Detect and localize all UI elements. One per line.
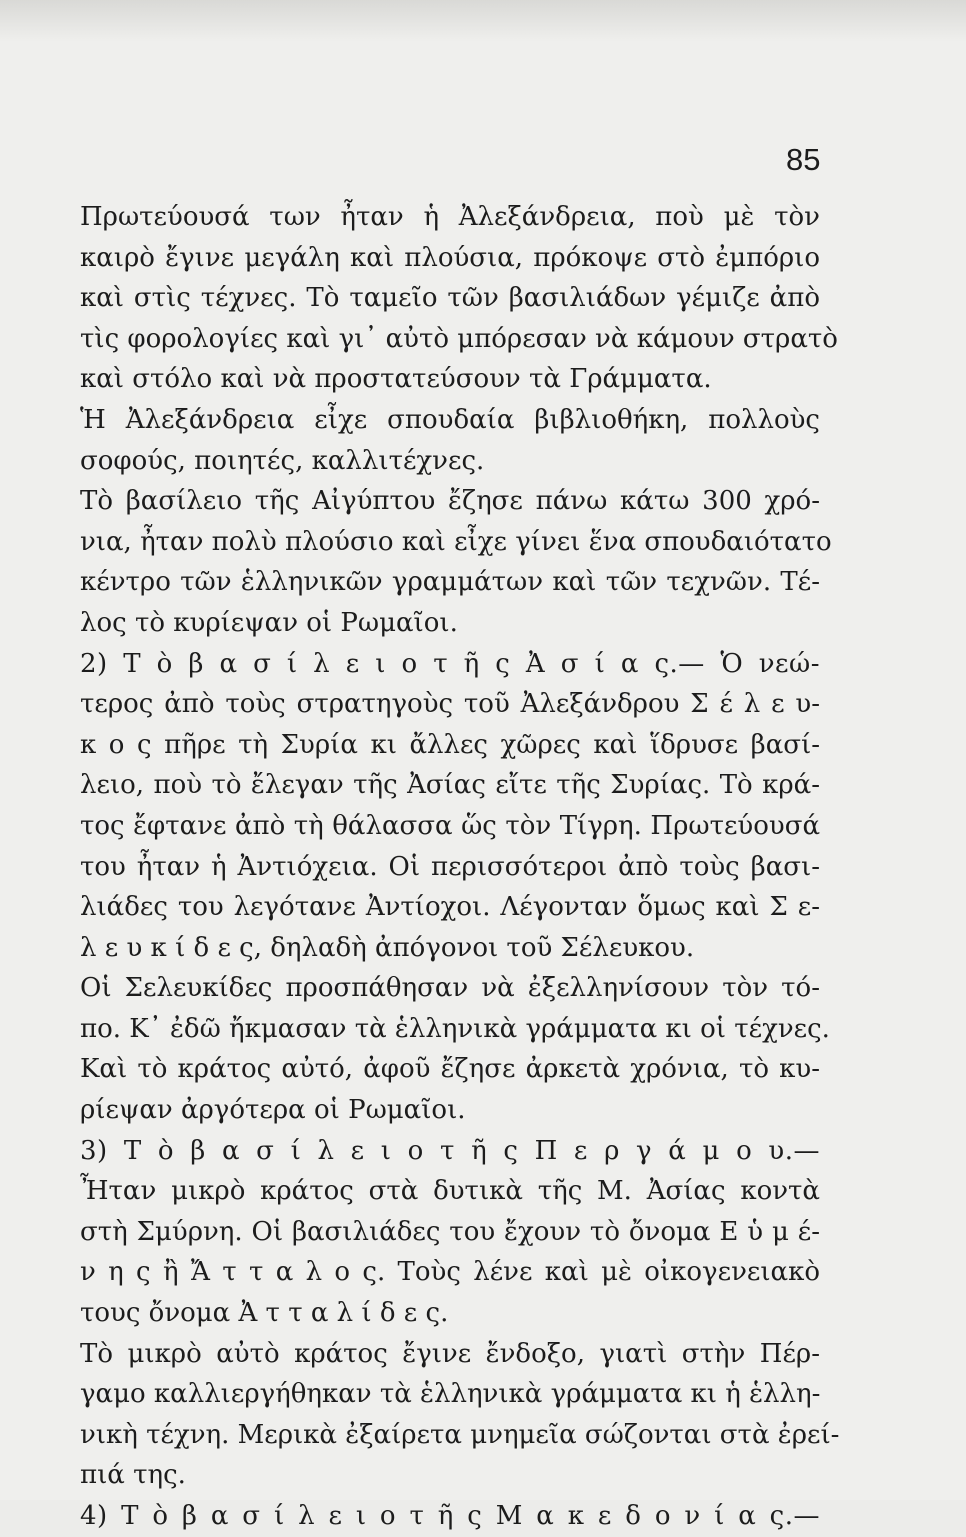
text-line: τερος ἀπὸ τοὺς στρατηγοὺς τοῦ Ἀλεξάνδρου Σ έ λ ε υ-: [80, 689, 820, 720]
text-line: τους ὄνομα Ἀ τ τ α λ ί δ ε ς.: [80, 1298, 449, 1329]
page-top-edge: [0, 0, 966, 42]
section-heading-line: 4) Τ ὸ β α σ ί λ ε ι ο τ ῆ ς Μ α κ ε δ ο ν ί α ς.—: [80, 1501, 820, 1531]
text-line: ν η ς ἢ Ἄ τ τ α λ ο ς. Τοὺς λένε καὶ μὲ οἰκογενειακὸ: [80, 1257, 820, 1288]
text-line: στὴ Σμύρνη. Οἱ βασιλιάδες του ἔχουν τὸ ὄνομα Ε ὑ μ έ-: [80, 1216, 820, 1247]
text-line: τὶς φορολογίες καὶ γι᾽ αὐτὸ μπόρεσαν νὰ κάμουν στρατὸ: [80, 323, 838, 354]
text-line: τος ἔφτανε ἀπὸ τὴ θάλασσα ὥς τὸν Τίγρη. Πρωτεύουσά: [80, 810, 820, 841]
text-line: πο. Κ᾽ ἐδῶ ἤκμασαν τὰ ἑλληνικὰ γράμματα κι οἱ τέχνες.: [80, 1013, 830, 1044]
text-line: Ἡ Ἀλεξάνδρεια εἶχε σπουδαία βιβλιοθήκη, πολλοὺς: [80, 404, 820, 435]
section-heading-line: 2) Τ ὸ β α σ ί λ ε ι ο τ ῆ ς Ἀ σ ί α ς.— Ὁ νεώ-: [80, 648, 820, 679]
text-line: κ ο ς πῆρε τὴ Συρία κι ἄλλες χῶρες καὶ ἵδρυσε βασί-: [80, 729, 820, 760]
text-line: του ἦταν ἡ Ἀντιόχεια. Οἱ περισσότεροι ἀπὸ τοὺς βασι-: [80, 851, 820, 882]
text-line: Τὸ βασίλειο τῆς Αἰγύπτου ἔζησε πάνω κάτω 300 χρό-: [80, 486, 820, 517]
text-line: Πρωτεύουσά των ἦταν ἡ Ἀλεξάνδρεια, ποὺ μὲ τὸν: [80, 202, 820, 232]
text-line: Ἦταν μικρὸ κράτος στὰ δυτικὰ τῆς Μ. Ἀσίας κοντὰ: [80, 1176, 820, 1207]
text-line: σοφούς, ποιητές, καλλιτέχνες.: [80, 445, 485, 476]
text-line: νια, ἦταν πολὺ πλούσιο καὶ εἶχε γίνει ἕνα σπουδαιότατο: [80, 526, 832, 557]
text-line: κέντρο τῶν ἑλληνικῶν γραμμάτων καὶ τῶν τεχνῶν. Τέ-: [80, 567, 820, 598]
text-line: πιά της.: [80, 1460, 186, 1491]
text-line: καὶ στὶς τέχνες. Τὸ ταμεῖο τῶν βασιλιάδων γέμιζε ἀπὸ: [80, 283, 820, 314]
text-line: λ ε υ κ ί δ ε ς, δηλαδὴ ἀπόγονοι τοῦ Σέλευκου.: [80, 932, 695, 963]
text-line: καιρὸ ἔγινε μεγάλη καὶ πλούσια, πρόκοψε στὸ ἐμπόριο: [80, 242, 820, 273]
text-line: Οἱ Σελευκίδες προσπάθησαν νὰ ἐξελληνίσουν τὸν τό-: [80, 973, 820, 1004]
text-line: Τὸ μικρὸ αὐτὸ κράτος ἔγινε ἔνδοξο, γιατὶ στὴν Πέρ-: [80, 1338, 820, 1369]
page-number: 85: [786, 142, 821, 177]
text-line: ρίεψαν ἀργότερα οἱ Ρωμαῖοι.: [80, 1095, 466, 1126]
text-line: γαμο καλλιεργήθηκαν τὰ ἑλληνικὰ γράμματα κι ἡ ἑλλη-: [80, 1379, 821, 1410]
text-line: λιάδες του λεγότανε Ἀντίοχοι. Λέγονταν ὅμως καὶ Σ ε-: [80, 892, 820, 923]
body-text: [80, 197, 840, 1537]
section-heading-line: 3) Τ ὸ β α σ ί λ ε ι ο τ ῆ ς Π ε ρ γ ά μ ο υ.—: [80, 1135, 820, 1166]
text-line: καὶ στόλο καὶ νὰ προστατεύσουν τὰ Γράμματα.: [80, 364, 712, 395]
text-line: λος τὸ κυρίεψαν οἱ Ρωμαῖοι.: [80, 607, 458, 638]
text-line: Καὶ τὸ κράτος αὐτό, ἀφοῦ ἔζησε ἀρκετὰ χρόνια, τὸ κυ-: [80, 1054, 820, 1085]
text-line: λειο, ποὺ τὸ ἔλεγαν τῆς Ἀσίας εἴτε τῆς Συρίας. Τὸ κρά-: [80, 770, 820, 801]
text-line: νικὴ τέχνη. Μερικὰ ἐξαίρετα μνημεῖα σώζονται στὰ ἐρεί-: [80, 1419, 840, 1450]
